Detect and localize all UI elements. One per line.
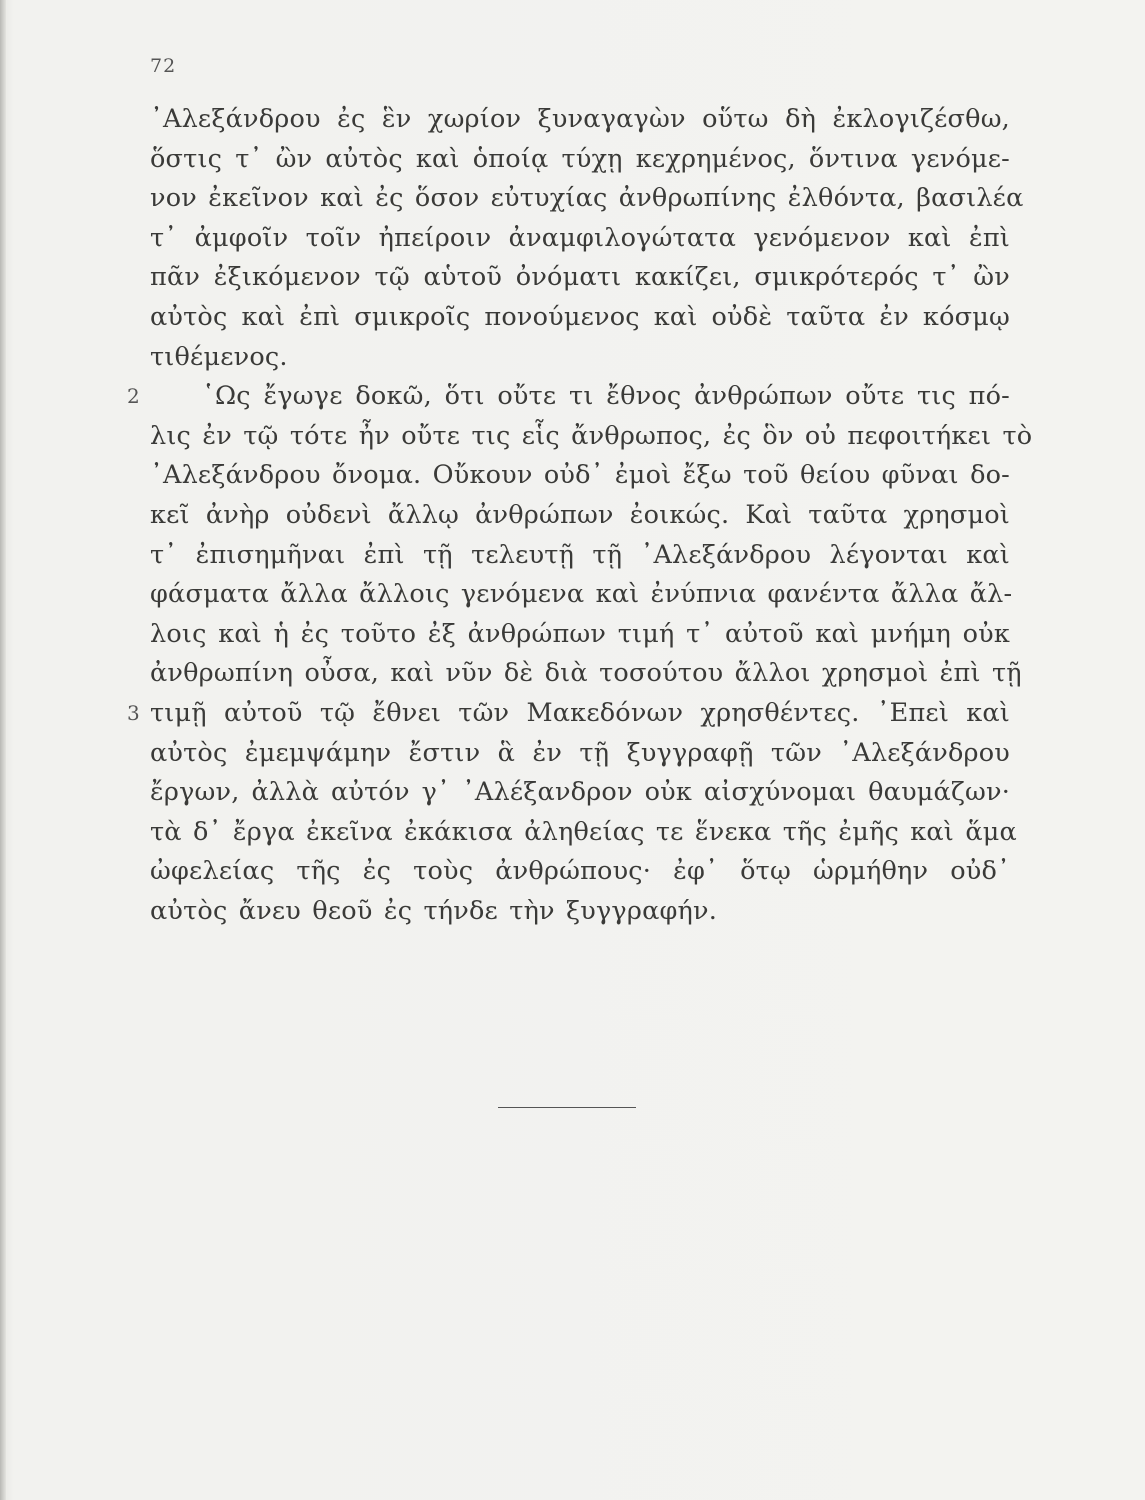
text-line-16: 3 τιμῇ αὐτοῦ τῷ ἔθνει τῶν Μακεδόνων χρησθέντες. ᾽Επεὶ καὶ [150,694,1010,734]
section-marker-3: 3 [127,700,140,725]
text-line-12: τ᾽ ἐπισημῆναι ἐπὶ τῇ τελευτῇ τῇ ᾽Αλεξάνδρου λέγονται καὶ [150,539,1010,570]
section-end-rule [498,1107,636,1108]
text-line-1: ᾽Αλεξάνδρου ἐς ἓν χωρίον ξυναγαγὼν οὕτω δὴ ἐκλογιζέσθω, [150,104,1010,134]
greek-text-body [127,100,1033,931]
text-line-6: αὐτὸς καὶ ἐπὶ σμικροῖς πονούμενος καὶ οὐδὲ ταῦτα ἐν κόσμῳ [150,301,1010,332]
text-line-4: τ᾽ ἀμφοῖν τοῖν ἠπείροιν ἀναμφιλογώτατα γενόμενον καὶ ἐπὶ [150,222,1010,253]
text-line-7: τιθέμενος. [150,341,288,372]
text-line-10: ᾽Αλεξάνδρου ὄνομα. Οὔκουν οὐδ᾽ ἐμοὶ ἔξω τοῦ θείου φῦναι δο- [150,460,1010,491]
text-line-20: ὠφελείας τῆς ἐς τοὺς ἀνθρώπους· ἐφ᾽ ὅτῳ ὡρμήθην οὐδ᾽ [150,856,1010,887]
text-line-19: τὰ δ᾽ ἔργα ἐκεῖνα ἐκάκισα ἀληθείας τε ἕνεκα τῆς ἐμῆς καὶ ἅμα [150,816,1017,847]
text-line-14: λοις καὶ ἡ ἐς τοῦτο ἐξ ἀνθρώπων τιμή τ᾽ αὐτοῦ καὶ μνήμη οὐκ [150,618,1010,649]
text-line-3: νον ἐκεῖνον καὶ ἐς ὅσον εὐτυχίας ἀνθρωπίνης ἐλθόντα, βασιλέα [150,183,1024,214]
text-line-15: ἀνθρωπίνη οὖσα, καὶ νῦν δὲ διὰ τοσούτου ἄλλοι χρησμοὶ ἐπὶ τῇ [150,658,1022,689]
text-line-21: αὐτὸς ἄνευ θεοῦ ἐς τήνδε τὴν ξυγγραφήν. [150,895,718,926]
text-line-17: αὐτὸς ἐμεμψάμην ἔστιν ἃ ἐν τῇ ξυγγραφῇ τῶν ᾽Αλεξάνδρου [150,737,1010,768]
text-line-9: λις ἐν τῷ τότε ἦν οὔτε τις εἷς ἄνθρωπος, ἐς ὃν οὐ πεφοιτήκει τὸ [150,420,1033,451]
text-line-11: κεῖ ἀνὴρ οὐδενὶ ἄλλῳ ἀνθρώπων ἐοικώς. Καὶ ταῦτα χρησμοὶ [150,499,1010,530]
section-marker-2: 2 [127,384,140,409]
text-line-13: φάσματα ἄλλα ἄλλοις γενόμενα καὶ ἐνύπνια φανέντα ἄλλα ἄλ- [150,579,1013,610]
page-number: 72 [150,55,177,77]
text-line-18: ἔργων, ἀλλὰ αὐτόν γ᾽ ᾽Αλέξανδρον οὐκ αἰσχύνομαι θαυμάζων· [150,777,1010,808]
text-line-5: πᾶν ἐξικόμενον τῷ αὑτοῦ ὀνόματι κακίζει, σμικρότερός τ᾽ ὢν [150,262,1010,293]
page-gutter-shadow [0,0,6,1500]
text-line-8: 2 ῾Ως ἔγωγε δοκῶ, ὅτι οὔτε τι ἔθνος ἀνθρώπων οὔτε τις πό- [150,377,1010,417]
text-line-2: ὅστις τ᾽ ὢν αὐτὸς καὶ ὁποίᾳ τύχῃ κεχρημένος, ὅντινα γενόμε- [150,143,1010,174]
